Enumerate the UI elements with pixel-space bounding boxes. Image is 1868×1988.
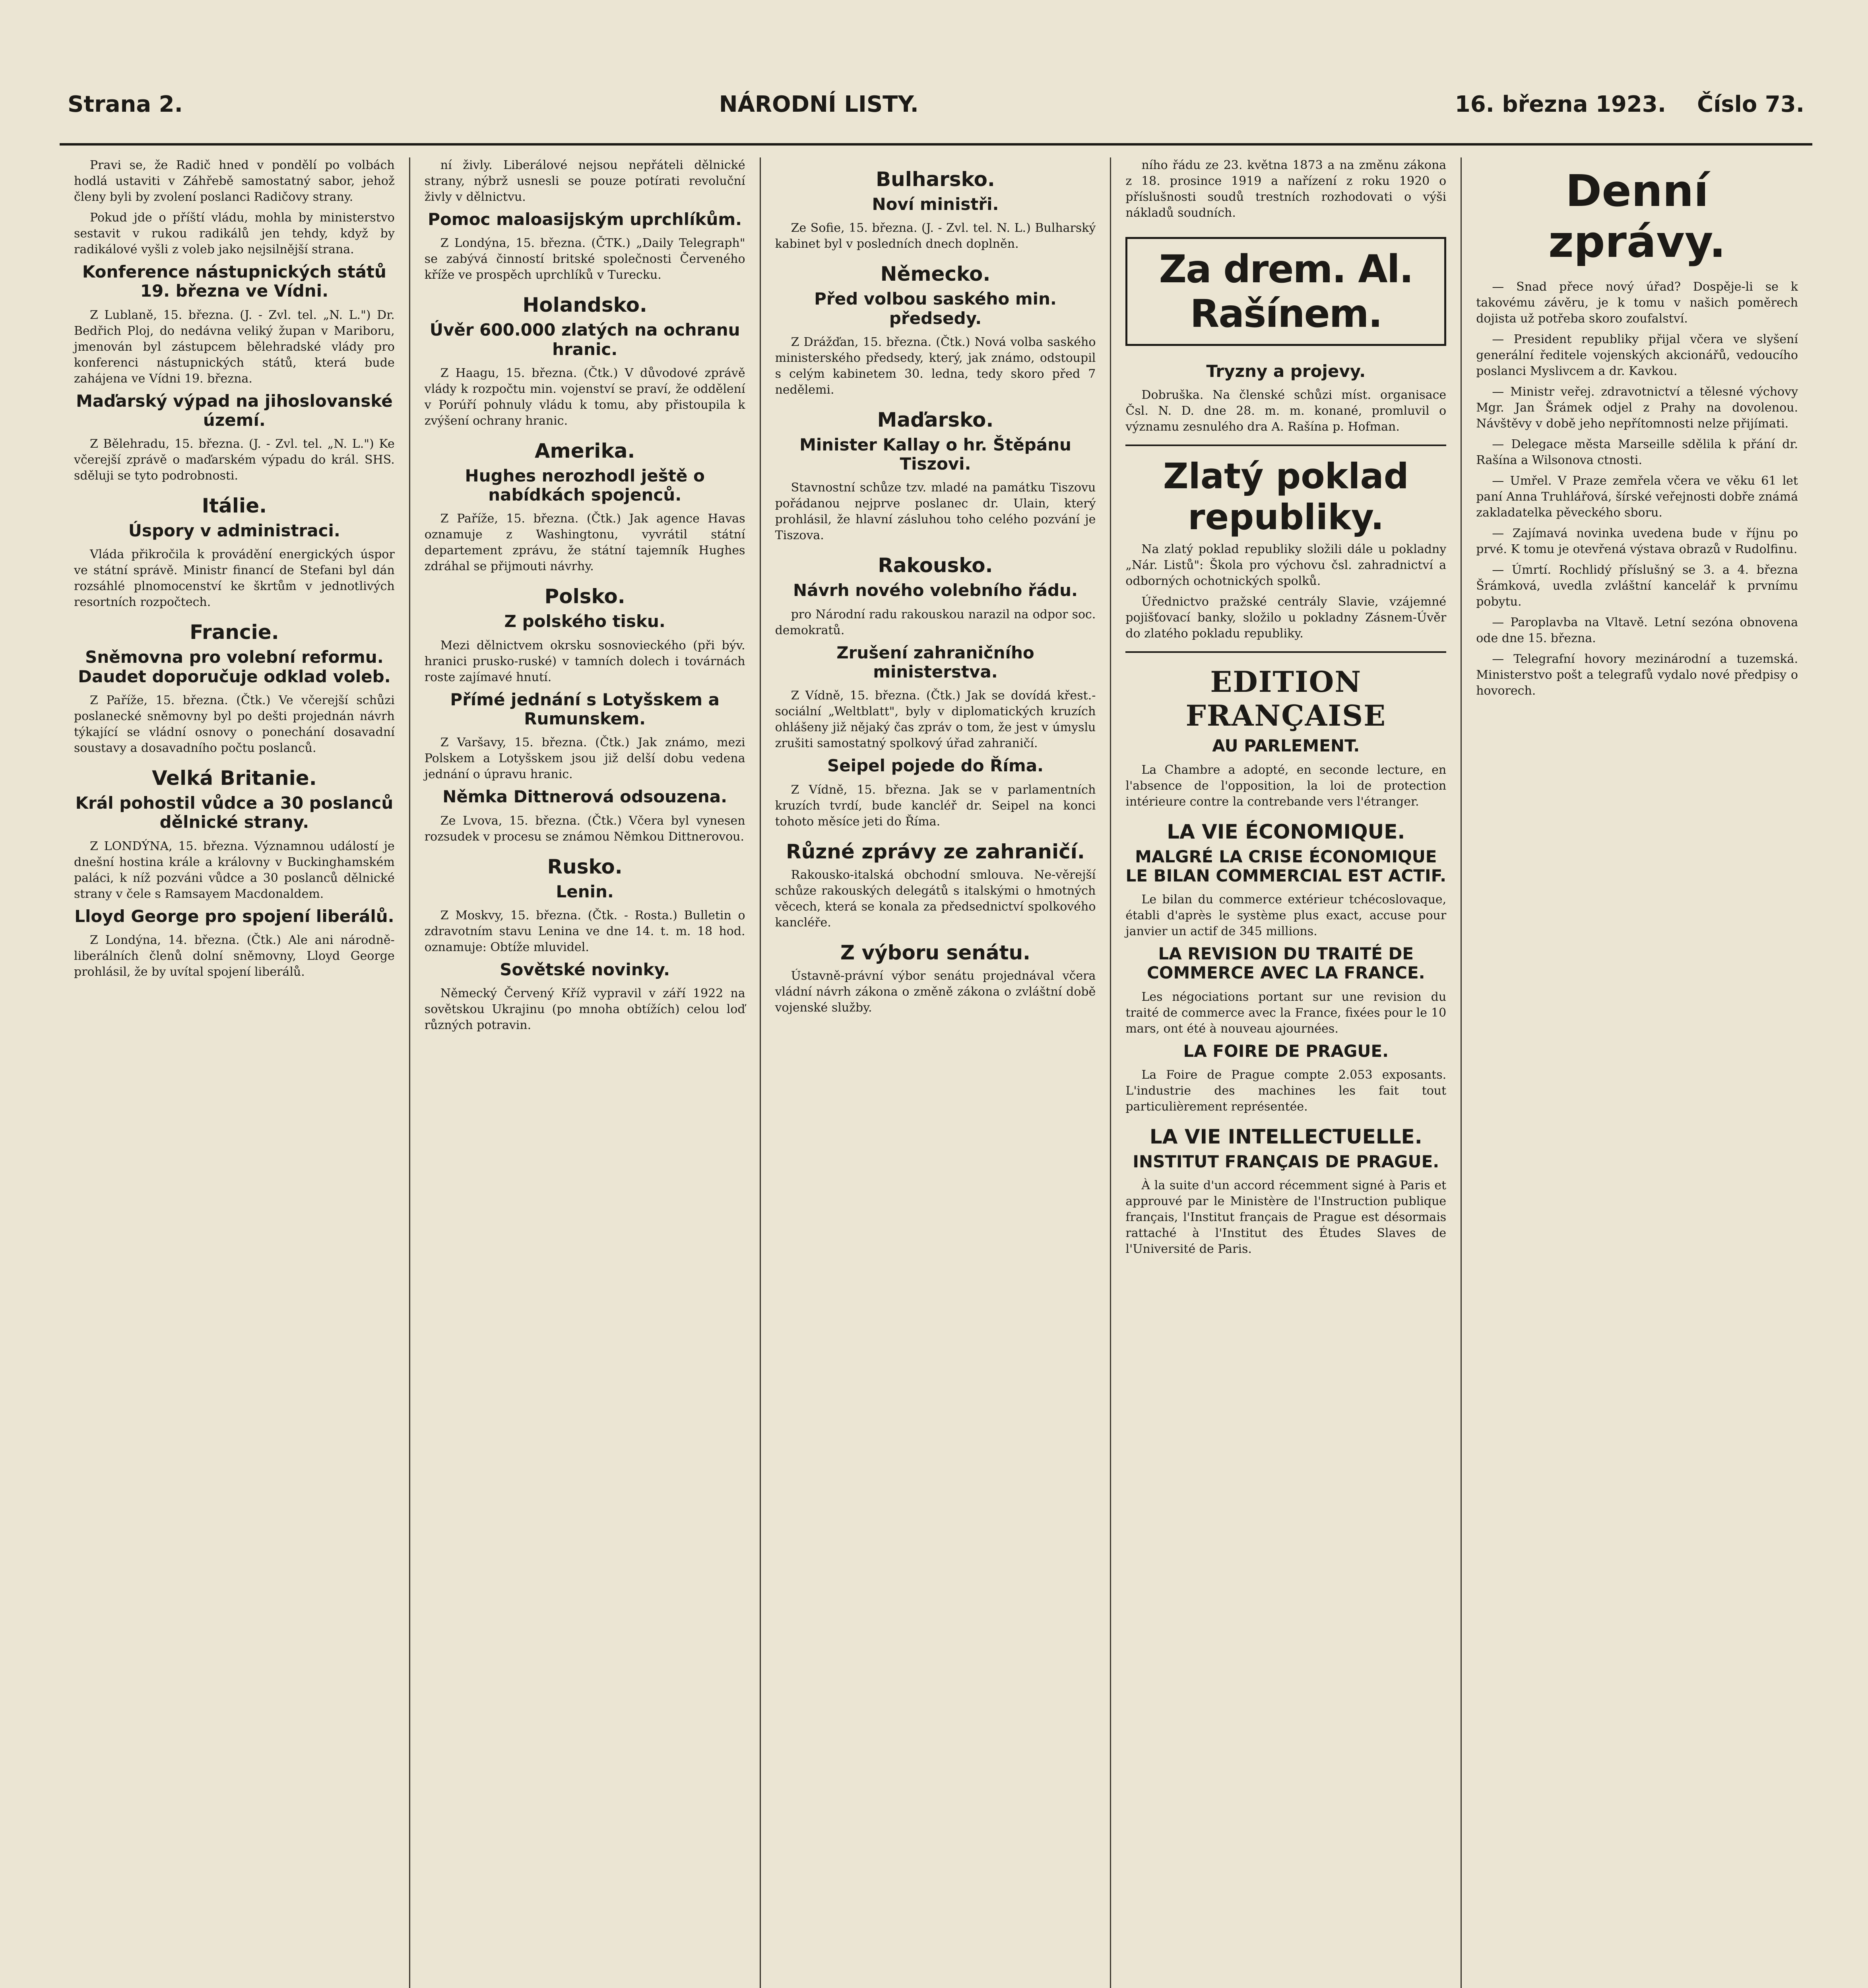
article-text: ní živly. Liberálové nejsou nepřáteli dělnické strany, nýbrž usnesli se pouze potírati revoluční živly v dělnictvu. [424,158,749,204]
article-headline: Lenin. [556,881,614,901]
article-text: La Chambre a adopté, en seconde lecture, en l'absence de l'opposition, la loi de protection intérieure contre la contrebande vers l'étranger. [1125,763,1450,809]
article-text: — Delegace města Marseille sdělila k přání dr. Rašína a Wilsonova ctnosti. [1476,437,1802,467]
section-heading: LA VIE INTELLECTUELLE. [1149,1125,1422,1149]
rasin-banner: Za drem. Al. Rašínem. [1125,237,1446,346]
section-heading: Velká Britanie. [152,767,317,790]
page-number: Strana 2. [68,91,183,117]
section-heading: Bulharsko. [876,168,995,191]
article-headline: Konference nástupnických států 19. března ve Vídni. [82,262,386,301]
article-text: Z LONDÝNA, 15. března. Významnou událostí je dnešní hostina krále a královny v Buckinghamském paláci, k níž pozváni vůdce a 30 poslanců dělnické strany v čele s Ramsayem Macdonaldem. [74,839,399,901]
section-heading: Německo. [880,262,991,286]
article-headline: Před volbou saského min. předsedy. [814,289,1057,328]
article-text: Německý Červený Kříž vypravil v září 1922 na sovětskou Ukrajinu (po mnoha obtížích) celou loď různých potravin. [424,986,749,1033]
article-headline: MALGRÉ LA CRISE ÉCONOMIQUE LE BILAN COMMERCIAL EST ACTIF. [1125,846,1447,885]
section-heading: LA VIE ÉCONOMIQUE. [1167,820,1405,843]
article-headline: Noví ministři. [872,194,999,214]
article-text: Z Moskvy, 15. března. (Čtk. - Rosta.) Bulletin o zdravotním stavu Lenina ve dne 14. t. m. 18 hod. oznamuje: Obtíže mluvidel. [424,908,749,954]
column-3 [761,157,1111,1988]
article-text: Le bilan du commerce extérieur tchécoslovaque, établi d'après le système plus exact, accuse pour janvier un actif de 345 millions. [1125,893,1450,939]
article-text: Ze Lvova, 15. března. (Čtk.) Včera byl vynesen rozsudek v procesu se známou Němkou Dittnerovou. [424,813,749,844]
edition-francaise-title: EDITION FRANÇAISE [1185,665,1386,733]
section-heading: Amerika. [534,439,635,462]
issue-date: 16. března 1923. [1455,91,1666,117]
article-headline: LA REVISION DU TRAITÉ DE COMMERCE AVEC LA FRANCE. [1146,944,1425,983]
article-text: Z Londýna, 14. března. (Čtk.) Ale ani národně-liberálních členů dolní sněmovny, Lloyd George prohlásil, že by uvítal spojení liberálů. [74,933,399,979]
column-4 [1111,157,1462,1988]
article-text: Z Bělehradu, 15. března. (J. - Zvl. tel. „N. L.") Ke včerejší zprávě o maďarském výpadu do král. SHS. sděluji se tyto podrobnosti. [74,437,399,483]
article-text: Pravi se, že Radič hned v pondělí po volbách hodlá ustaviti v Záhřebě samostatný sabor, jehož členy byli by zvolení poslanci Radičovy strany. [74,158,399,204]
masthead: NÁRODNÍ LISTY. [719,91,919,117]
article-headline: Pomoc maloasijským uprchlíkům. [428,210,742,229]
article-headline: Úvěr 600.000 zlatých na ochranu hranic. [429,320,740,359]
article-headline: Přímé jednání s Lotyšskem a Rumunskem. [450,689,720,729]
page-header [60,24,1812,146]
article-text: Z Paříže, 15. března. (Čtk.) Jak agence Havas oznamuje z Washingtonu, vyvrátil státní departement zprávu, že státní tajemník Hughes zdráhal se přijmouti návrhy. [424,512,749,574]
section-heading: Polsko. [544,585,625,608]
article-text: — Paroplavba na Vltavě. Letní sezóna obnovena ode dne 15. března. [1476,615,1802,645]
article-text: Mezi dělnictvem okrsku sosnovieckého (při býv. hranici prusko-ruské) v tamních dolech i továrnách roste zajímavé hnutí. [424,638,749,684]
article-text: Les négociations portant sur une revision du traité de commerce avec la France, fixées pour le 10 mars, ont été à nouveau ajournées. [1125,990,1450,1036]
article-text: La Foire de Prague compte 2.053 exposants. L'industrie des machines les fait tout particulièrement représentée. [1125,1068,1450,1114]
article-text: Pokud jde o příští vládu, mohla by ministerstvo sestavit v rukou radikálů jen tehdy, když by radikálové vyšli z voleb jako nejsilnější strana. [74,211,399,256]
columns [60,157,1812,1988]
article-headline: Král pohostil vůdce a 30 poslanců dělnické strany. [75,793,394,832]
article-text: Vláda přikročila k provádění energických úspor ve státní správě. Ministr financí de Stefani byl dán rozsáhlé plnomocenství ke škrtům v jednotlivých resortních rozpočtech. [74,547,399,610]
article-text: ního řádu ze 23. května 1873 a na změnu zákona z 18. prosince 1919 a nařízení z roku 1920 o příslušnosti soudů trestních rozhodovati o výši nákladů soudních. [1125,158,1450,220]
article-text: Dobruška. Na členské schůzi míst. organisace Čsl. N. D. dne 28. m. m. konané, promluvil o významu zesnulého dra A. Rašína p. Hofman. [1125,388,1450,434]
article-text: — Zajímavá novinka uvedena bude v říjnu po prvé. K tomu je otevřená výstava obrazů v Rudolfinu. [1476,526,1802,556]
section-heading: Rakousko. [878,554,993,577]
article-text: pro Národní radu rakouskou narazil na odpor soc. demokratů. [775,607,1100,637]
divider [1125,445,1446,446]
article-text: Ústavně-právní výbor senátu projednával včera vládní návrh zákona o změně zákona o zvláštní době vojenské služby. [775,969,1100,1015]
article-headline: Minister Kallay o hr. Štěpánu Tiszovi. [799,435,1071,474]
article-text: — Snad přece nový úřad? Dospěje-li se k takovému závěru, je k tomu v našich poměrech dojista už potřeba skoro zoufalství. [1476,280,1802,326]
article-headline: AU PARLEMENT. [1212,736,1360,756]
article-text: Z Paříže, 15. března. (Čtk.) Ve včerejší schůzi poslanecké sněmovny byl po dešti projednán návrh týkající se vládní osnovy o ponechání dosavadní soustavy a dosavadního počtu poslanců. [74,693,399,755]
article-headline: Maďarský výpad na jihoslovanské území. [76,391,393,430]
section-heading: Rusko. [547,855,623,878]
article-headline: LA FOIRE DE PRAGUE. [1183,1041,1389,1061]
article-text: Z Vídně, 15. března. (Čtk.) Jak se dovídá křest.-sociální „Weltblatt", byly v diplomatických kruzích ohlášeny již nějaký čas zpráv o tom, že jest v úmyslu zrušiti samostatný spolkový úřad zahraničí. [775,689,1100,751]
article-headline: Úspory v administraci. [128,521,340,541]
divider [1125,651,1446,653]
article-text: Stavnostní schůze tzv. mladé na památku Tiszovu pořádanou nejprve poslanec dr. Ulain, který prohlásil, že hlavní zásluhou toho celého pozvání je Tiszova. [775,481,1100,543]
article-text: Z Lublaně, 15. března. (J. - Zvl. tel. „N. L.") Dr. Bedřich Ploj, do nedávna veliký župan v Mariboru, jmenován byl zástupcem bělehradské vlády pro konferenci nástupnických států, která bude zahájena ve Vídni 19. března. [74,308,399,386]
section-heading: Různé zprávy ze zahraničí. [786,840,1085,863]
section-heading: Francie. [190,621,279,644]
column-1 [60,157,410,1988]
article-headline: Hughes nerozhodl ještě o nabídkách spojenců. [465,466,705,505]
article-text: Ze Sofie, 15. března. (J. - Zvl. tel. N. L.) Bulharský kabinet byl v posledních dnech doplněn. [775,221,1100,251]
article-text: Úřednictvo pražské centrály Slavie, vzájemné pojišťovací banky, složilo u pokladny Zásnem-Úvěr do zlatého pokladu republiky. [1125,595,1450,641]
article-headline: Zrušení zahraničního ministerstva. [836,643,1034,682]
article-headline: Návrh nového volebního řádu. [793,580,1078,600]
article-text: Z Londýna, 15. března. (ČTK.) „Daily Telegraph" se zabývá činností britské společnosti Červeného kříže ve prospěch uprchlíků v Turecku. [424,236,749,282]
issue-number: Číslo 73. [1697,91,1804,117]
section-heading: Z výboru senátu. [840,941,1031,964]
article-text: Z Haagu, 15. března. (Čtk.) V důvodové zprávě vlády k rozpočtu min. vojenství se praví, že oddělení v Porúří pohnuly vládu k tomu, aby přistoupila k zvýšení ochrany hranic. [424,366,749,428]
column-5 [1462,157,1812,1988]
article-text: À la suite d'un accord récemment signé à Paris et approuvé par le Ministère de l'Instruction publique français, l'Institut français de Prague est désormais rattaché à l'Institut des Études Slaves de l'Université de Paris. [1125,1178,1450,1256]
article-headline: Lloyd George pro spojení liberálů. [74,906,394,926]
section-heading: Holandsko. [522,293,647,317]
article-headline: Němka Dittnerová odsouzena. [442,787,727,807]
section-heading: Itálie. [202,494,267,518]
article-text: — Ministr veřej. zdravotnictví a tělesné výchovy Mgr. Jan Šrámek odjel z Prahy na dovolenou. Návštěvy v době jeho nepřítomnosti nelze přijímati. [1476,385,1802,431]
article-headline: INSTITUT FRANÇAIS DE PRAGUE. [1133,1152,1439,1172]
section-heading: Zlatý poklad republiky. [1163,456,1409,538]
article-text: — Umřel. V Praze zemřela včera ve věku 61 let paní Anna Truhlářová, šírské veřejnosti dobře známá zakladatelka pěveckého sboru. [1476,474,1802,520]
article-headline: Tryzny a projevy. [1206,361,1366,381]
section-heading: Maďarsko. [877,408,994,431]
article-text: — Telegrafní hovory mezinárodní a tuzemská. Ministerstvo pošt a telegrafů vydalo nové předpisy o hovorech. [1476,652,1802,698]
denni-zpravy-title: Denní zprávy. [1548,165,1726,267]
article-headline: Sovětské novinky. [500,959,670,979]
article-text: Rakousko-italská obchodní smlouva. Ne-věrejší schůze rakouských delegátů s italskými o hmotných věcech, která se konala za předsednictví spolkového kancléře. [775,868,1100,930]
header-dateline [1455,91,1804,117]
article-text: Na zlatý poklad republiky složili dále u pokladny „Nár. Listů": Škola pro výchovu čsl. zahradnictví a odborných ochotnických spolků. [1125,542,1450,588]
article-headline: Z polského tisku. [504,612,665,631]
article-headline: Seipel pojede do Říma. [827,756,1044,776]
article-text: Z Vídně, 15. března. Jak se v parlamentních kruzích tvrdí, bude kancléř dr. Seipel na konci tohoto měsíce jeti do Říma. [775,782,1100,829]
article-text: — Úmrtí. Rochlidý příslušný se 3. a 4. března Šrámková, uvedla zvláštní kancelář k prvnímu pobytu. [1476,563,1802,609]
article-text: — President republiky přijal včera ve slyšení generální ředitele vojenských akcionářů, vedoucího poslanci Myslivcem a dr. Kavkou. [1476,332,1802,378]
article-text: Z Varšavy, 15. března. (Čtk.) Jak známo, mezi Polskem a Lotyšskem jsou již delší dobu vedena jednání o úpravu hranic. [424,736,749,782]
article-headline: Sněmovna pro volební reformu. Daudet doporučuje odklad voleb. [78,647,391,686]
article-text: Z Drážďan, 15. března. (Čtk.) Nová volba saského ministerského předsedy, který, jak známo, odstoupil s celým kabinetem 30. ledna, tedy skoro před 7 nedělemi. [775,335,1100,397]
column-2 [410,157,761,1988]
